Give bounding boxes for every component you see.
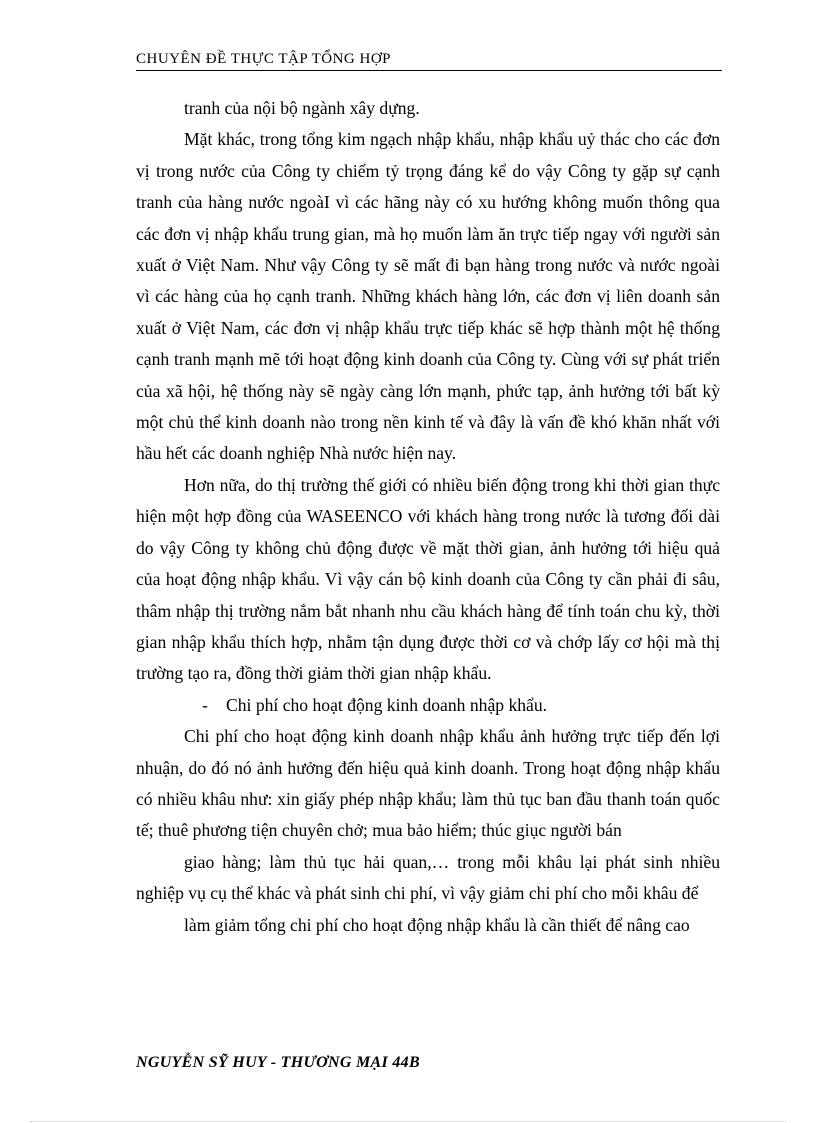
paragraph-1: tranh của nội bộ ngành xây dựng. bbox=[184, 98, 420, 118]
page-bottom-divider bbox=[30, 1121, 786, 1122]
dash-list-item bbox=[136, 690, 720, 721]
paragraph-3: Hơn nữa, do thị trường thế giới có nhiều biến động trong khi thời gian thực hiện một hợp đồng của WASEENCO với khách hàng trong nước là tương đối dài do vậy Công ty không chủ động được về mặt thời gian, ảnh hưởng tới hiệu quả của hoạt động nhập khẩu. Vì vậy cán bộ kinh doanh của Công ty cần phải đi sâu, thâm nhập thị trường nắm bắt nhanh nhu cầu khách hàng để tính toán chu kỳ, thời gian nhập khẩu thích hợp, nhằm tận dụng được thời cơ và chớp lấy cơ hội mà thị trường tạo ra, đồng thời giảm thời gian nhập khẩu. bbox=[136, 474, 720, 684]
footer-author: NGUYỄN SỸ HUY - THƯƠNG MẠI 44B bbox=[136, 1054, 420, 1071]
paragraph-2: Mặt khác, trong tổng kim ngạch nhập khẩu, nhập khẩu uỷ thác cho các đơn vị trong nước của Công ty chiếm tỷ trọng đáng kể do vậy Công ty gặp sự cạnh tranh của hàng nước ngoàI vì các hãng này có xu hướng không muốn thông qua các đơn vị nhập khẩu trung gian, mà họ muốn làm ăn trực tiếp ngay với người sản xuất ở Việt Nam. Như vậy Công ty sẽ mất đi bạn hàng trong nước và nước ngoài vì các hàng của họ cạnh tranh. Những khách hàng lớn, các đơn vị liên doanh sản xuất ở Việt Nam, các đơn vị nhập khẩu trực tiếp khác sẽ hợp thành một hệ thống cạnh tranh mạnh mẽ tới hoạt động kinh doanh của Công ty. Cùng với sự phát triển của xã hội, hệ thống này sẽ ngày càng lớn mạnh, phức tạp, ảnh hưởng tới bất kỳ một chủ thể kinh doanh nào trong nền kinh tế và đây là vấn đề khó khăn nhất với hầu hết các doanh nghiệp Nhà nước hiện nay. bbox=[136, 129, 720, 464]
paragraph-5: giao hàng; làm thủ tục hải quan,… trong mỗi khâu lại phát sinh nhiều nghiệp vụ cụ thể khác và phát sinh chi phí, vì vậy giảm chi phí cho mỗi khâu để bbox=[136, 851, 720, 904]
paragraph-4: Chi phí cho hoạt động kinh doanh nhập khẩu ảnh hưởng trực tiếp đến lợi nhuận, do đó nó ảnh hưởng đến hiệu quả kinh doanh. Trong hoạt động nhập khẩu có nhiều khâu như: xin giấy phép nhập khẩu; làm thủ tục ban đầu thanh toán quốc tế; thuê phương tiện chuyên chở; mua bảo hiểm; thúc giục người bán bbox=[136, 726, 720, 841]
header-title: CHUYÊN ĐỀ THỰC TẬP TỔNG HỢP bbox=[136, 51, 392, 67]
page-footer bbox=[136, 1054, 420, 1072]
dash-item-text: Chi phí cho hoạt động kinh doanh nhập khẩu. bbox=[226, 694, 548, 715]
page-header bbox=[136, 50, 722, 71]
document-body bbox=[136, 93, 720, 941]
dash-marker: - bbox=[202, 694, 208, 715]
paragraph-6: làm giảm tổng chi phí cho hoạt động nhập khẩu là cần thiết để nâng cao bbox=[184, 914, 690, 935]
